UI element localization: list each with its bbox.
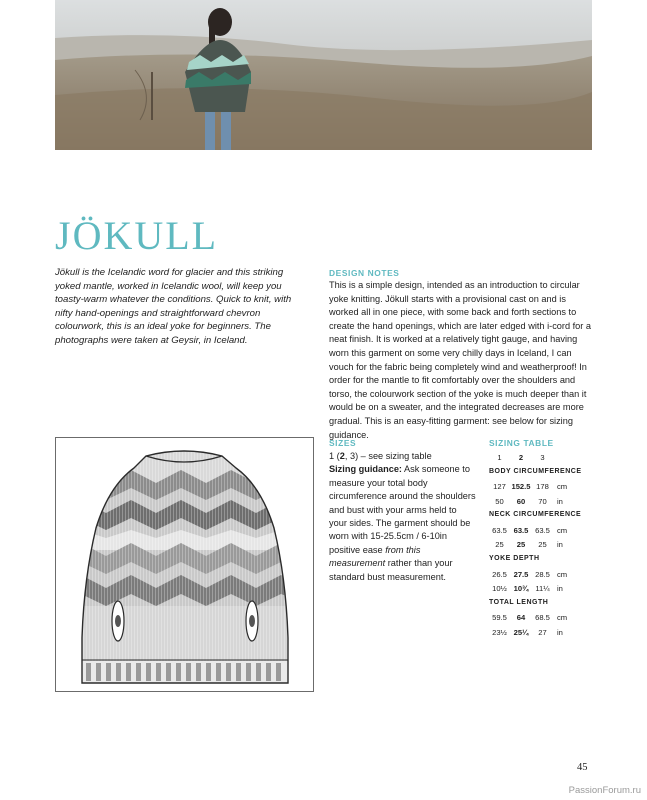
table-row: 50 60 70 in [495,496,563,506]
size-header-row: 1 2 3 [497,452,545,462]
body-circumference-label: BODY CIRCUMFERENCE [489,467,582,475]
design-notes-body: This is a simple design, intended as an introduction to circular yoke knitting. Jökull starts with a provisional cast on and is worked all in one piece, with some back and forth sections to create the hand openings, which are later edged with i-cord for a neat finish. It is worked at a relatively tight gauge, and having worn this garment on some very chilly days in Iceland, I can vouch for the fabric being completely wind and weatherproof! In order for the mantle to fit comfortably over the shoulders and torso, the colourwork section of the yoke is much deeper than it would be on a sweater, and the integrated decreases are more gradual. This is an easy-fitting garment: see below for sizing guidance. [329,280,592,440]
page-number: 45 [577,762,588,773]
sizing-table [489,450,599,640]
hand-opening-left [112,601,124,641]
table-row: 10½ 10¾ 11¼ in [492,584,563,594]
hand-opening-right [246,601,258,641]
garment-sketch [55,437,314,692]
table-row: 25 25 25 in [495,540,563,550]
sizes-line: 1 (2, 3) – see sizing table [329,451,432,461]
sizes-body [329,450,477,584]
neck-circumference-label: NECK CIRCUMFERENCE [489,511,582,519]
table-row: 23½ 25¼ 27 in [492,627,563,637]
yoke-depth-label: YOKE DEPTH [489,555,540,563]
table-row: 26.5 27.5 28.5 cm [492,569,568,579]
landscape-illustration [55,0,592,150]
sizing-table-heading: SIZING TABLE [489,438,554,448]
design-notes-heading: DESIGN NOTES [329,268,400,278]
table-row: 127 152.5 178 cm [493,481,568,491]
pattern-title: JÖKULL [55,213,219,258]
intro-text: Jökull is the Icelandic word for glacier and this striking yoked mantle, worked in Icelandic wool, will keep you toasty-warm whatever the conditions. Quick to knit, with nifty hand-openings and straightforward chevron colourwork, this is an ideal yoke for beginners. The photographs were taken at Geysir, in Iceland. [55,267,292,346]
watermark: PassionForum.ru [568,785,641,796]
table-row: 63.5 63.5 63.5 cm [492,525,568,535]
sizing-guidance: Sizing guidance: Ask someone to measure your total body circumference around the shoulders and bust with your arms held to your sides. The garment should be worn with 15-25.5cm / 6-10in positive ease from this measurement rather than your standard bust measurement. [329,464,476,582]
table-row: 59.5 64 68.5 cm [492,613,568,623]
mantle-sketch-image [56,438,313,691]
sizes-heading: SIZES [329,438,357,448]
header-photo [55,0,592,150]
total-length-label: TOTAL LENGTH [489,598,549,606]
